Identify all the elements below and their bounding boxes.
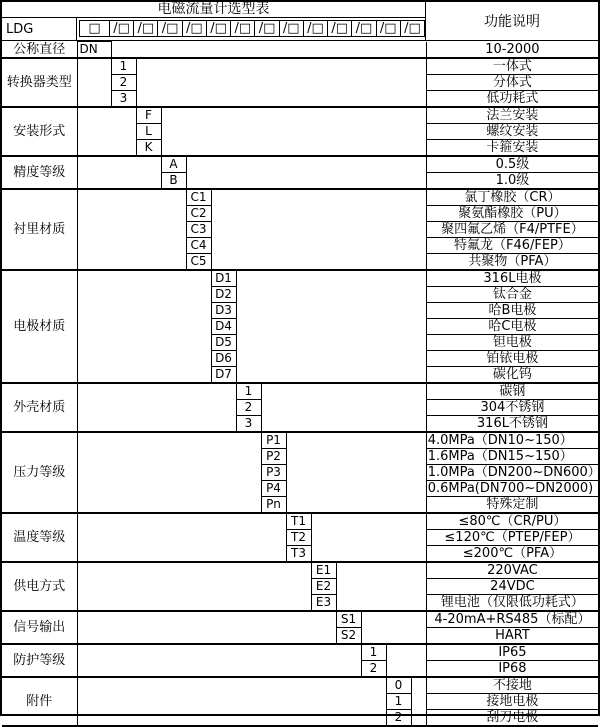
spacer-cell <box>261 383 426 432</box>
description-cell: 氯丁橡胶（CR） <box>426 189 598 206</box>
spacer-cell <box>111 42 426 59</box>
spacer-cell <box>161 107 426 156</box>
category-label: 公称直径 <box>2 42 77 59</box>
spacer-cell <box>77 611 336 644</box>
model-code-slot: /□ <box>206 20 231 37</box>
table-row <box>2 644 598 661</box>
description-cell: 哈B电极 <box>426 303 598 319</box>
table-row <box>2 562 598 579</box>
table-row <box>2 189 598 206</box>
description-cell: 24VDC <box>426 579 598 595</box>
category-label: 供电方式 <box>2 562 77 611</box>
model-code-slot: /□ <box>279 20 304 37</box>
category-label: 温度等级 <box>2 513 77 562</box>
description-cell: 特氟龙（F46/FEP） <box>426 238 598 254</box>
code-cell: A <box>161 156 186 173</box>
description-cell: 一体式 <box>426 58 598 75</box>
code-cell: C2 <box>186 206 211 222</box>
spacer-cell <box>236 270 426 383</box>
code-cell: E2 <box>311 579 336 595</box>
selection-table <box>2 41 601 727</box>
description-cell: 共聚物（PFA） <box>426 254 598 271</box>
code-cell: P2 <box>261 449 286 465</box>
code-cell: 1 <box>111 58 136 75</box>
spacer-cell <box>77 107 136 156</box>
description-cell: 分体式 <box>426 75 598 91</box>
code-cell: T1 <box>286 513 311 530</box>
description-cell: 螺纹安装 <box>426 124 598 140</box>
code-cell: C1 <box>186 189 211 206</box>
model-code-row <box>2 18 425 40</box>
description-cell: 聚四氟乙烯（F4/PTFE） <box>426 222 598 238</box>
table-row <box>2 156 598 173</box>
description-cell: 锂电池（仅限低功耗式） <box>426 595 598 612</box>
code-cell: 3 <box>111 91 136 108</box>
spacer-cell <box>186 156 426 189</box>
model-code-slot: /□ <box>230 20 255 37</box>
code-cell: P1 <box>261 432 286 449</box>
spacer-cell <box>411 677 426 726</box>
description-cell: 卡箍安装 <box>426 140 598 157</box>
code-cell: 2 <box>361 661 386 678</box>
code-cell: E3 <box>311 595 336 612</box>
description-cell: 1.0MPa（DN200~DN600） <box>427 465 601 480</box>
code-cell: 2 <box>111 75 136 91</box>
model-code-slot: □ <box>79 20 110 37</box>
description-cell: 钛合金 <box>426 287 598 303</box>
spacer-cell <box>77 432 261 513</box>
code-cell: S2 <box>336 628 361 645</box>
description-cell: 0.6MPa(DN700~DN2000) <box>426 481 598 497</box>
model-code-slots <box>77 18 425 40</box>
code-cell: T3 <box>286 546 311 563</box>
model-code-slot: /□ <box>182 20 207 37</box>
code-cell: L <box>136 124 161 140</box>
category-label: 防护等级 <box>2 644 77 677</box>
description-cell: 1.0级 <box>426 173 598 190</box>
description-cell: 不接地 <box>426 677 598 694</box>
category-label: 安装形式 <box>2 107 77 156</box>
description-cell: ≤80℃（CR/PU） <box>426 513 598 530</box>
description-cell: 碳钢 <box>426 383 598 400</box>
category-label: 压力等级 <box>2 432 77 513</box>
description-cell: 220VAC <box>426 562 598 579</box>
description-cell: ≤120℃（PTEP/FEP） <box>426 530 598 546</box>
selection-table-body <box>2 41 601 727</box>
code-cell: P4 <box>261 481 286 497</box>
model-code-slot: /□ <box>327 20 352 37</box>
table-row <box>2 383 598 400</box>
table-row <box>2 611 598 628</box>
description-cell: 铂铱电极 <box>426 351 598 367</box>
model-code-slot: /□ <box>109 20 134 37</box>
category-label: 转换器类型 <box>2 58 77 107</box>
code-cell: F <box>136 107 161 124</box>
description-cell: 刮刀电极 <box>426 710 598 727</box>
description-cell: HART <box>426 628 598 645</box>
category-label: 附件 <box>2 677 77 726</box>
code-cell: B <box>161 173 186 190</box>
code-cell: 1 <box>236 383 261 400</box>
model-code-slot: /□ <box>133 20 158 37</box>
table-row <box>2 58 598 75</box>
code-cell: D5 <box>211 335 236 351</box>
spacer-cell <box>77 189 186 270</box>
code-cell: D2 <box>211 287 236 303</box>
code-cell: K <box>136 140 161 157</box>
description-cell: 316L不锈钢 <box>426 416 598 433</box>
description-cell: 哈C电极 <box>426 319 598 335</box>
table-row <box>2 432 598 449</box>
function-column-header: 功能说明 <box>484 14 540 30</box>
code-cell: D6 <box>211 351 236 367</box>
code-cell: 2 <box>386 710 411 727</box>
spacer-cell <box>77 58 111 107</box>
category-label: 电极材质 <box>2 270 77 383</box>
spacer-cell <box>77 677 386 726</box>
header-left <box>2 2 426 40</box>
table-title: 电磁流量计选型表 <box>2 2 425 18</box>
code-cell: P3 <box>261 465 286 481</box>
spacer-cell <box>336 562 426 611</box>
model-code-slot: /□ <box>376 20 401 37</box>
category-label: 信号输出 <box>2 611 77 644</box>
description-cell: ≤200℃（PFA） <box>426 546 598 563</box>
description-cell: 钽电极 <box>426 335 598 351</box>
spacer-cell <box>311 513 426 562</box>
code-cell: C3 <box>186 222 211 238</box>
code-cell: 2 <box>236 400 261 416</box>
table-row <box>2 513 598 530</box>
description-cell: 4-20mA+RS485（标配） <box>426 611 598 628</box>
model-code-prefix: LDG <box>2 18 77 40</box>
model-code-slot: /□ <box>351 20 376 37</box>
code-cell: 1 <box>361 644 386 661</box>
description-cell: 低功耗式 <box>426 91 598 108</box>
description-cell: IP68 <box>426 661 598 678</box>
description-cell: 碳化钨 <box>426 367 598 384</box>
description-cell: 接地电极 <box>426 694 598 710</box>
code-cell: D1 <box>211 270 236 287</box>
model-code-slot: /□ <box>400 20 425 37</box>
code-cell: 1 <box>386 694 411 710</box>
category-label: 精度等级 <box>2 156 77 189</box>
spacer-cell <box>77 383 236 432</box>
description-cell: 10-2000 <box>426 42 598 59</box>
spacer-cell <box>361 611 426 644</box>
spacer-cell <box>386 644 426 677</box>
description-cell: 法兰安装 <box>426 107 598 124</box>
code-cell: DN <box>77 42 111 59</box>
description-cell: IP65 <box>426 644 598 661</box>
code-cell: S1 <box>336 611 361 628</box>
code-cell: Pn <box>261 497 286 514</box>
spacer-cell <box>77 156 161 189</box>
model-code-slot: /□ <box>157 20 182 37</box>
description-cell: 4.0MPa（DN10~150） <box>426 432 598 449</box>
table-row <box>2 107 598 124</box>
spacer-cell <box>286 432 426 513</box>
description-cell: 聚氨酯橡胶（PU） <box>426 206 598 222</box>
spacer-cell <box>77 270 211 383</box>
spacer-cell <box>77 562 311 611</box>
table-header <box>2 2 598 41</box>
code-cell: D3 <box>211 303 236 319</box>
spacer-cell <box>77 513 286 562</box>
category-label: 外壳材质 <box>2 383 77 432</box>
description-cell: 特殊定制 <box>426 497 598 514</box>
spacer-cell <box>211 189 426 270</box>
model-code-slot: /□ <box>303 20 328 37</box>
spacer-cell <box>136 58 426 107</box>
code-cell: E1 <box>311 562 336 579</box>
category-label: 衬里材质 <box>2 189 77 270</box>
code-cell: T2 <box>286 530 311 546</box>
code-cell: C4 <box>186 238 211 254</box>
table-row <box>2 677 598 694</box>
description-cell: 304不锈钢 <box>426 400 598 416</box>
description-cell: 316L电极 <box>426 270 598 287</box>
code-cell: D7 <box>211 367 236 384</box>
description-cell: 1.6MPa（DN15~150） <box>426 449 598 465</box>
spacer-cell <box>77 644 361 677</box>
code-cell: 3 <box>236 416 261 433</box>
code-cell: D4 <box>211 319 236 335</box>
table-row <box>2 270 598 287</box>
code-cell: C5 <box>186 254 211 271</box>
code-cell: 0 <box>386 677 411 694</box>
description-cell: 0.5级 <box>426 156 598 173</box>
model-code-slot: /□ <box>254 20 279 37</box>
table-row <box>2 42 598 59</box>
